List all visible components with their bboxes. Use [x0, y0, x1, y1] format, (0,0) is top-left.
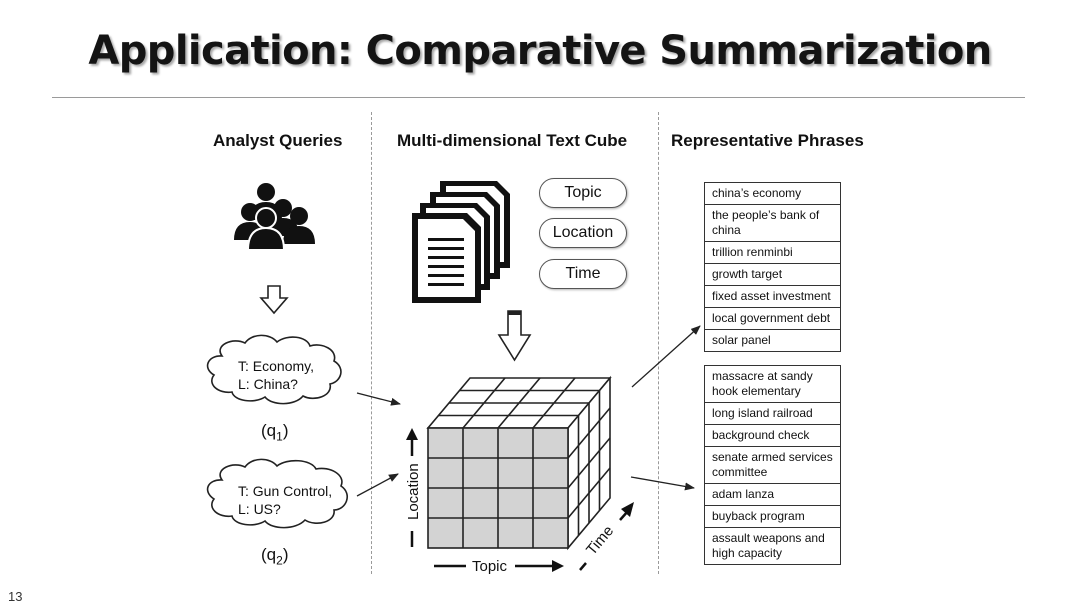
- phrase-item: long island railroad: [705, 403, 840, 425]
- phrase-item: buyback program: [705, 506, 840, 528]
- query-1-location: L: China?: [238, 376, 298, 392]
- query-2-text: [238, 482, 332, 518]
- cube-input-arrow-icon: [499, 311, 530, 360]
- phrase-list-2: [704, 365, 841, 565]
- phrase-item: trillion renminbi: [705, 242, 840, 264]
- dimension-tag-time: Time: [539, 259, 627, 289]
- phrase-item: solar panel: [705, 330, 840, 352]
- text-cube: [428, 378, 610, 548]
- topic-axis: [434, 558, 564, 575]
- text-cube-heading: Multi-dimensional Text Cube: [397, 131, 628, 150]
- query-2-location: L: US?: [238, 501, 281, 517]
- time-axis-label: Time: [583, 522, 618, 559]
- phrase-list-1: [704, 182, 841, 352]
- phrase-item: background check: [705, 425, 840, 447]
- slide-title: Application: Comparative Summarization: [88, 28, 992, 74]
- phrase-item: local government debt: [705, 308, 840, 330]
- phrase-item: adam lanza: [705, 484, 840, 506]
- phrase-item: senate armed services committee: [705, 447, 840, 484]
- slide-number: 13: [8, 589, 23, 604]
- people-group-icon: [234, 183, 315, 250]
- query-1-topic: T: Economy,: [238, 358, 314, 374]
- representative-phrases-heading: Representative Phrases: [671, 131, 864, 150]
- phrase-item: fixed asset investment: [705, 286, 840, 308]
- dimension-tag-location: Location: [539, 218, 627, 248]
- dimension-tag-topic: Topic: [539, 178, 627, 208]
- phrase-item: assault weapons and high capacity: [705, 528, 840, 565]
- phrase-item: china’s economy: [705, 183, 840, 205]
- topic-axis-label: Topic: [472, 558, 508, 575]
- query-1-label: $(q_1)$: [261, 421, 289, 444]
- documents-icon: [412, 181, 510, 303]
- location-axis: [405, 428, 422, 547]
- query-2-label: $(q_2)$: [261, 545, 289, 568]
- phrase-item: massacre at sandy hook elementary: [705, 366, 840, 403]
- down-arrow-icon: [261, 286, 287, 313]
- phrase-item: growth target: [705, 264, 840, 286]
- query-1-text: [238, 357, 314, 393]
- phrase-item: the people’s bank of china: [705, 205, 840, 242]
- query-2-topic: T: Gun Control,: [238, 483, 333, 499]
- analyst-queries-heading: Analyst Queries: [213, 131, 343, 150]
- location-axis-label: Location: [405, 463, 422, 520]
